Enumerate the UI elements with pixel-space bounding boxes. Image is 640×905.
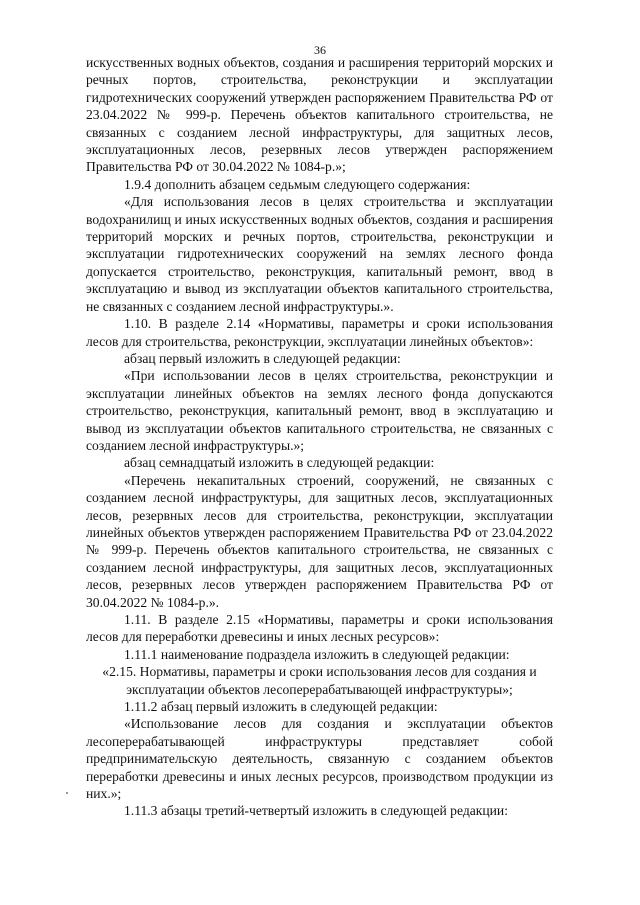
document-body bbox=[86, 54, 553, 820]
paragraph: 1.9.4 дополнить абзацем седьмым следующего содержания: bbox=[124, 176, 471, 192]
paragraph: «Для использования лесов в целях строительства и эксплуатации водохранилищ и иных искусственных водных объектов, создания и расширения территорий морских и речных портов, строительства, реконструкции и эксплуатации гидротехнических сооружений на землях лесного фонда допускается строительство, реконструкция, капитальный ремонт, ввод в эксплуатацию и вывод из эксплуатации объектов капитального строительства, не связанных с созданием лесной инфраструктуры.». bbox=[86, 194, 553, 314]
paragraph: 1.11.2 абзац первый изложить в следующей редакции: bbox=[124, 699, 438, 715]
paragraph: 1.11. В разделе 2.15 «Нормативы, параметры и сроки использования лесов для переработки древесины и иных лесных ресурсов»: bbox=[86, 612, 553, 645]
paragraph: 1.10. В разделе 2.14 «Нормативы, параметры и сроки использования лесов для строительства, реконструкции, эксплуатации линейных объектов»: bbox=[86, 316, 553, 349]
paragraph: 1.11.3 абзацы третий-четвертый изложить в следующей редакции: bbox=[124, 803, 508, 819]
paragraph: 1.11.1 наименование подраздела изложить в следующей редакции: bbox=[124, 646, 510, 662]
page-number: 36 bbox=[314, 43, 326, 57]
paragraph: «При использовании лесов в целях строительства, реконструкции и эксплуатации линейных объектов на землях лесного фонда допускаются строительство, реконструкция, капитальный ремонт, ввод в эксплуатацию и вывод из эксплуатации объектов капитального строительства, не связанных с созданием лесной инфраструктуры.»; bbox=[86, 368, 553, 453]
paragraph: абзац семнадцатый изложить в следующей редакции: bbox=[124, 455, 435, 471]
scan-speck bbox=[66, 792, 68, 794]
paragraph: искусственных водных объектов, создания и расширения территорий морских и речных портов, строительства, реконструкции и эксплуатации гидротехнических сооружений утвержден распоряжением Правительства РФ от 23.04.2022 № 999-р. Перечень объектов капитального строительства, не связанных с созданием лесной инфраструктуры, для защитных лесов, эксплуатационных лесов, резервных лесов утвержден распоряжением Правительства РФ от 30.04.2022 № 1084-р.»; bbox=[86, 55, 553, 175]
paragraph: «Перечень некапитальных строений, сооружений, не связанных с созданием лесной инфраструктуры, для защитных лесов, эксплуатационных лесов, резервных лесов для строительства, реконструкции, эксплуатации линейных объектов утвержден распоряжением Правительства РФ от 23.04.2022 № 999-р. Перечень объектов капитального строительства, не связанных с созданием лесной инфраструктуры, для защитных лесов, эксплуатационных лесов, резервных лесов утвержден распоряжением Правительства РФ от 30.04.2022 № 1084-р.». bbox=[86, 472, 553, 610]
section-heading: «2.15. Нормативы, параметры и сроки использования лесов для создания и эксплуатации объектов лесоперерабатывающей инфраструктуры»; bbox=[102, 664, 537, 697]
paragraph: «Использование лесов для создания и эксплуатации объектов лесоперерабатывающей инфраструктуры представляет собой предпринимательскую деятельность, связанную с созданием объектов переработки древесины и иных лесных ресурсов, производством продукции из них.»; bbox=[86, 716, 553, 802]
paragraph: абзац первый изложить в следующей редакции: bbox=[124, 350, 401, 366]
